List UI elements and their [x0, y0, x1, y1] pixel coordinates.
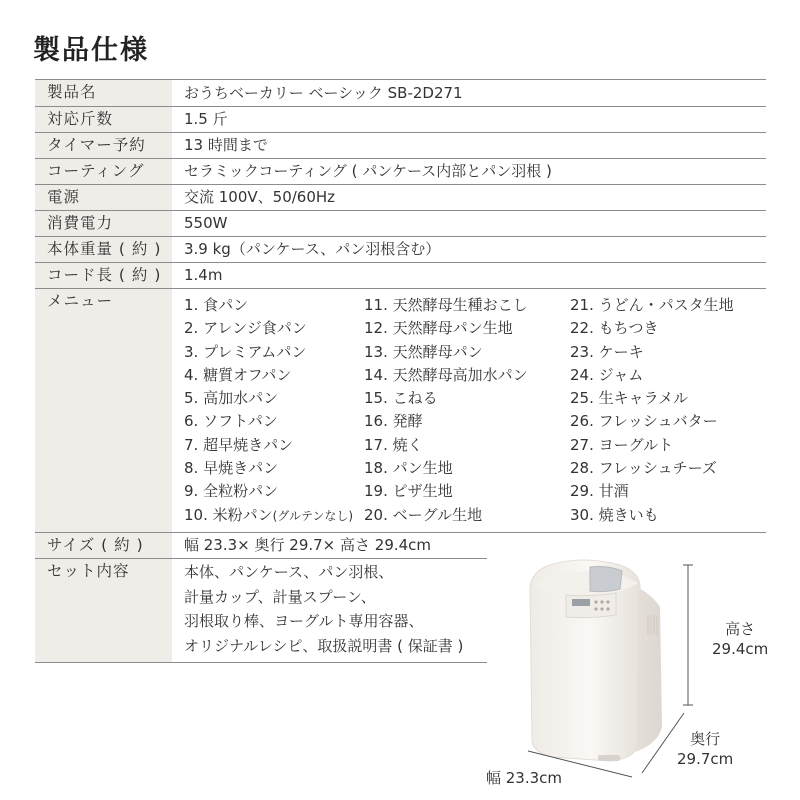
menu-item: 1. 食パン [184, 296, 249, 314]
menu-item: 9. 全粒粉パン [184, 482, 279, 501]
bread-maker-illustration [470, 545, 780, 800]
depth-value-text: 29.7cm [677, 750, 734, 768]
spec-row-set-contents [35, 558, 487, 663]
height-dimension-line [683, 565, 693, 705]
menu-item: 2. アレンジ食パン [184, 319, 307, 338]
spec-label: メニュー [35, 289, 172, 532]
spec-row-weight [35, 236, 766, 262]
menu-item: 20. ベーグル生地 [364, 505, 483, 524]
menu-item: 30. 焼きいも [570, 505, 659, 524]
height-label [712, 619, 768, 659]
spec-label: 消費電力 [35, 211, 172, 236]
spec-value: セラミックコーティング ( パンケース内部とパン羽根 ) [184, 162, 552, 180]
spec-row-menu [35, 288, 766, 532]
set-contents-list [184, 560, 463, 658]
menu-item: 14. 天然酵母高加水パン [364, 365, 528, 384]
menu-item [184, 504, 353, 527]
spec-row-power-consumption [35, 210, 766, 236]
width-label: 幅 23.3cm [486, 769, 563, 787]
spec-value: 13 時間まで [184, 136, 268, 154]
spec-value: おうちベーカリー ベーシック SB-2D271 [184, 84, 463, 102]
spec-label: コード長 ( 約 ) [35, 263, 172, 288]
menu-item: 16. 発酵 [364, 412, 423, 431]
spec-value: 交流 100V、50/60Hz [184, 188, 336, 206]
spec-row-timer [35, 132, 766, 158]
spec-label: 対応斤数 [35, 107, 172, 132]
spec-value: 1.5 斤 [184, 110, 228, 128]
menu-column-1 [184, 294, 353, 527]
set-contents-line: オリジナルレシピ、取扱説明書 ( 保証書 ) [184, 636, 464, 655]
spec-label: 本体重量 ( 約 ) [35, 237, 172, 262]
spec-label: タイマー予約 [35, 133, 172, 158]
spec-row-power-supply [35, 184, 766, 210]
menu-item: 21. うどん・パスタ生地 [570, 296, 734, 314]
menu-item: 18. パン生地 [364, 459, 453, 478]
spec-row-loaf-size [35, 106, 766, 132]
spec-row-coating [35, 158, 766, 184]
menu-item: 6. ソフトパン [184, 412, 278, 431]
menu-item: 8. 早焼きパン [184, 459, 279, 478]
spec-value: 550W [184, 214, 228, 232]
spec-label: 製品名 [35, 80, 172, 106]
depth-label [677, 729, 733, 769]
spec-value: 幅 23.3× 奥行 29.7× 高さ 29.4cm [184, 536, 432, 554]
spec-row-cord-length [35, 262, 766, 288]
menu-item-label: 10. 米粉パン [184, 505, 273, 524]
menu-item: 17. 焼く [364, 435, 423, 454]
menu-item: 4. 糖質オフパン [184, 365, 292, 384]
menu-column-2 [364, 294, 528, 527]
menu-item: 12. 天然酵母パン生地 [364, 319, 513, 338]
spec-label: 電源 [35, 185, 172, 210]
menu-item: 24. ジャム [570, 365, 644, 384]
menu-item: 23. ケーキ [570, 342, 644, 361]
spec-label: コーティング [35, 159, 172, 184]
spec-row-product-name [35, 79, 766, 106]
menu-item: 7. 超早焼きパン [184, 435, 294, 454]
menu-item: 19. ピザ生地 [364, 482, 453, 501]
menu-item: 29. 甘酒 [570, 482, 629, 501]
menu-item: 22. もちつき [570, 319, 659, 338]
page-title: 製品仕様 [33, 35, 149, 66]
display-screen [572, 599, 590, 606]
set-contents-line: 本体、パンケース、パン羽根、 [184, 563, 394, 581]
spec-label: サイズ ( 約 ) [35, 533, 172, 558]
menu-item: 5. 高加水パン [184, 389, 279, 408]
menu-item: 28. フレッシュチーズ [570, 459, 717, 478]
depth-label-text: 奥行 [690, 730, 721, 748]
menu-item: 11. 天然酵母生種おこし [364, 296, 528, 314]
menu-column-3 [570, 294, 734, 527]
menu-item: 25. 生キャラメル [570, 389, 689, 408]
height-value-text: 29.4cm [712, 640, 769, 658]
spec-value: 3.9 kg（パンケース、パン羽根含む） [184, 240, 441, 258]
menu-item: 26. フレッシュバター [570, 412, 718, 431]
menu-item: 13. 天然酵母パン [364, 342, 483, 361]
menu-item: 3. プレミアムパン [184, 342, 307, 361]
lid-window [590, 567, 622, 592]
set-contents-line: 羽根取り棒、ヨーグルト専用容器、 [184, 612, 424, 630]
menu-item-note: (グルテンなし) [272, 508, 354, 523]
menu-item: 27. ヨーグルト [570, 435, 674, 454]
height-label-text: 高さ [725, 620, 756, 638]
spec-label: セット内容 [35, 559, 172, 662]
set-contents-line: 計量カップ、計量スプーン、 [184, 587, 376, 606]
spec-value: 1.4m [184, 266, 223, 284]
menu-item: 15. こねる [364, 389, 438, 408]
